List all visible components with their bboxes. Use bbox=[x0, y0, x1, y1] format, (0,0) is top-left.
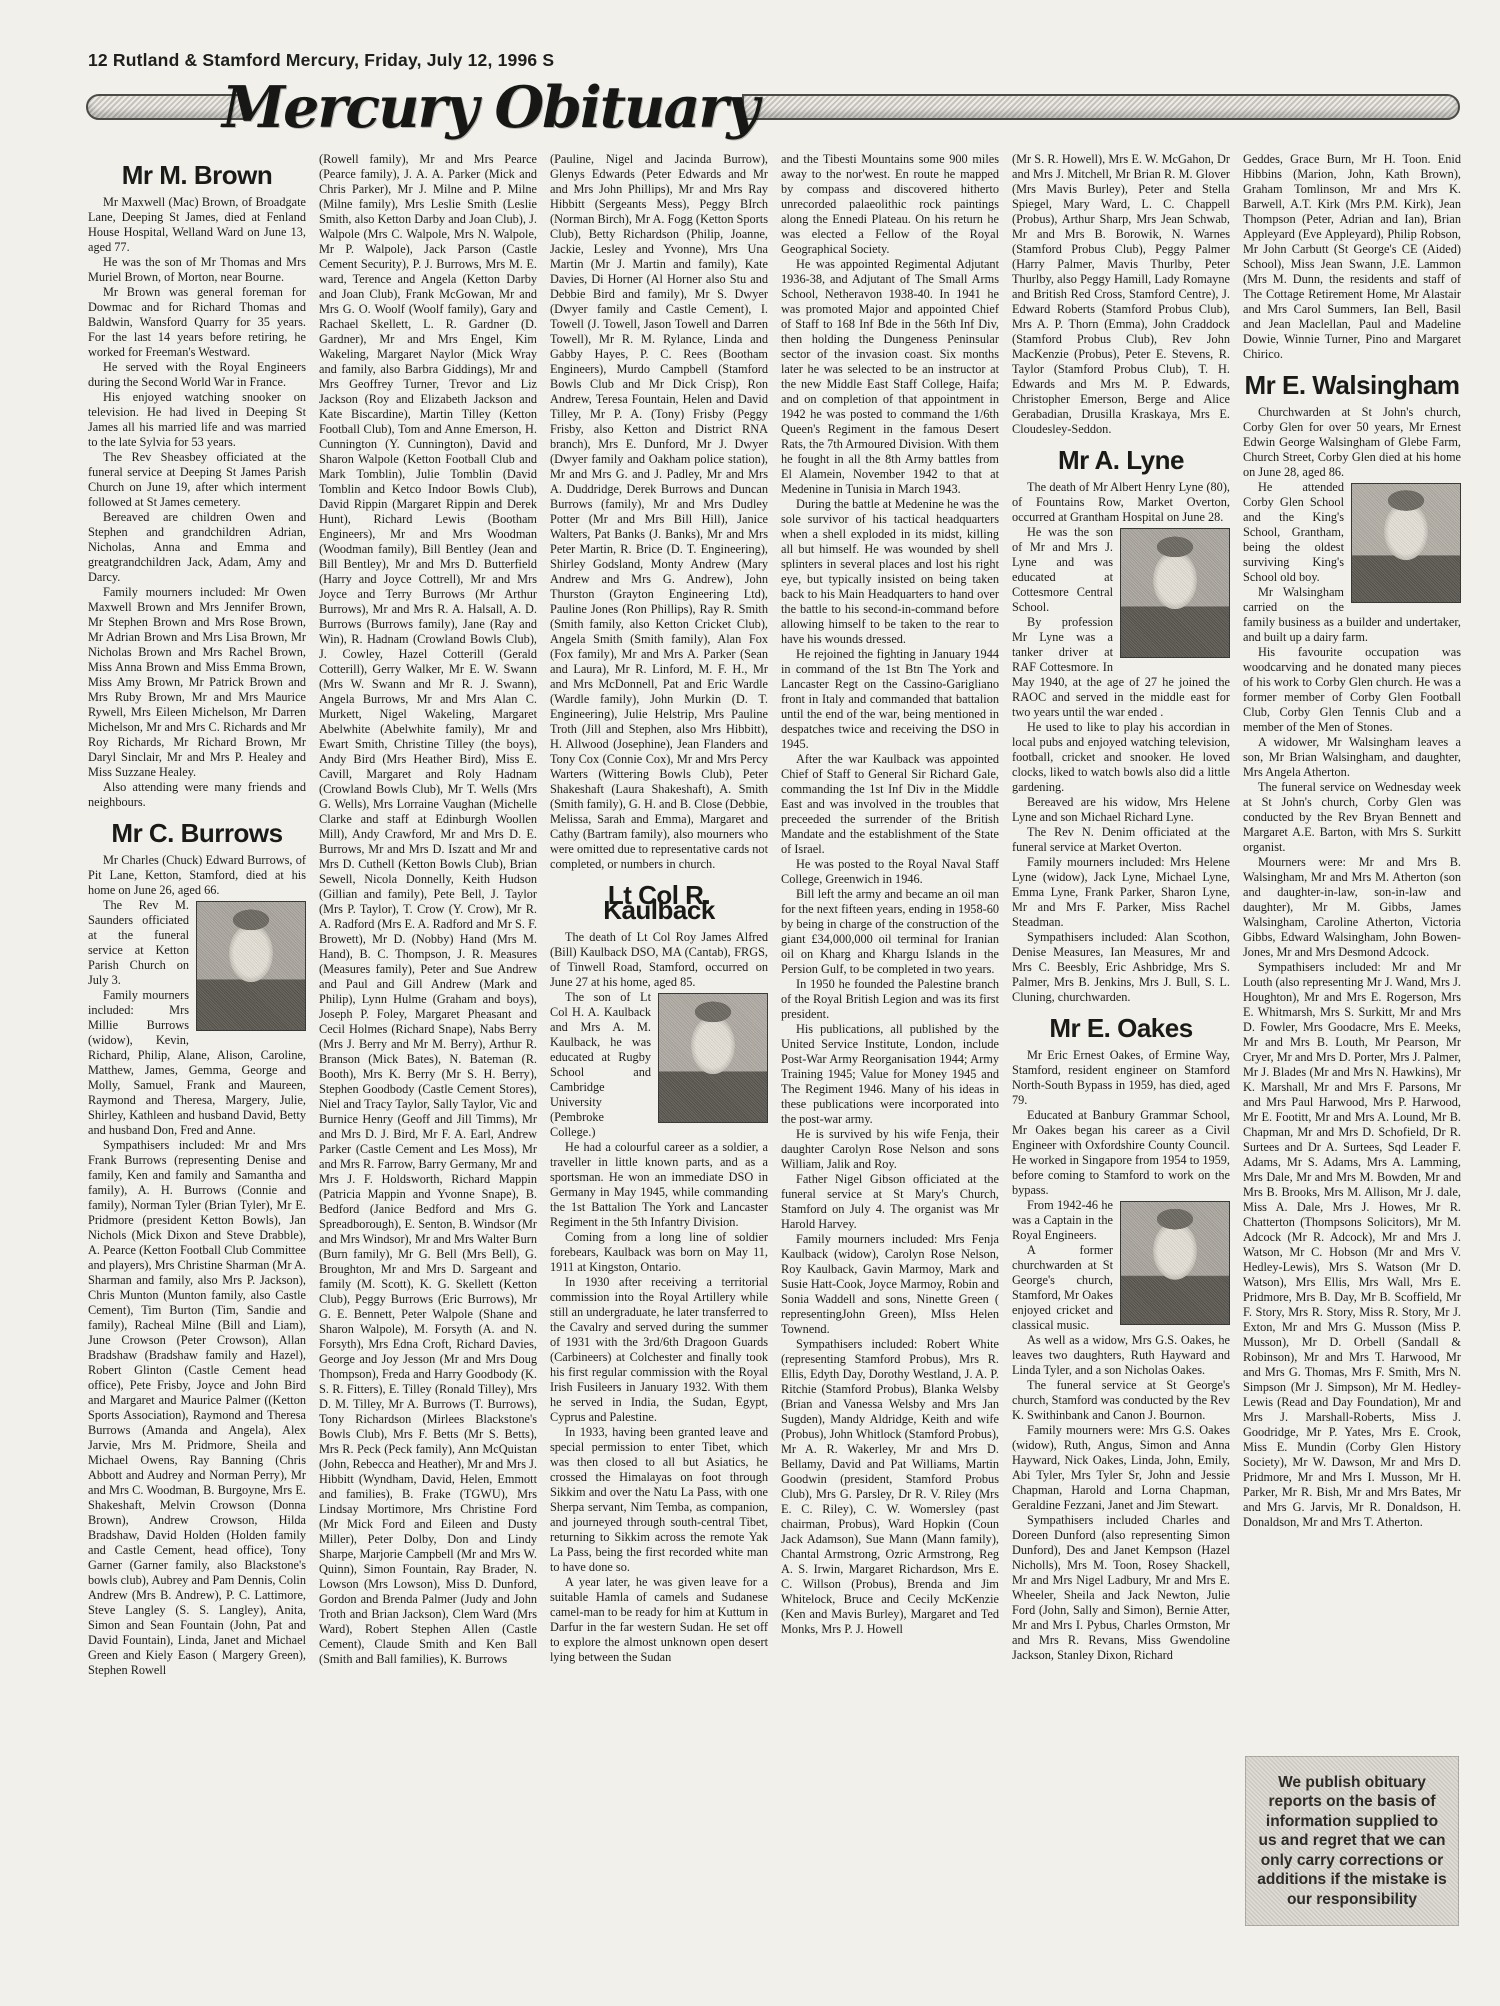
column-6 bbox=[1243, 152, 1461, 1998]
obituary-paragraph: In 1950 he founded the Palestine branch of the Royal British Legion and was its first president. bbox=[781, 977, 999, 1021]
masthead-title: Mercury Obituary bbox=[222, 73, 758, 141]
obituary-paragraph: Sympathisers included: Alan Scothon, Denise Measures, Ian Measures, Mr and Mrs C. Beesbly, Eric Ashbridge, Mrs S. Palmer, Mrs B. Jenkins, Mrs J. Bull, S. L. Cluning, churchwarden. bbox=[1012, 930, 1230, 1004]
column-2 bbox=[319, 152, 537, 1998]
obituary-paragraph: Mr Maxwell (Mac) Brown, of Broadgate Lane, Deeping St James, died at Fenland House Hospital, Welland Ward on June 13, aged 77. bbox=[88, 195, 306, 254]
heading-mr-e-oakes: Mr E. Oakes bbox=[1049, 1013, 1193, 1043]
obituary-paragraph: and the Tibesti Mountains some 900 miles away to the nor'west. En route he mapped by compass and discovered hitherto unrecorded palaeolithic rock paintings along the Ennedi Plateau. On his return he was elected a Fellow of the Royal Geographical Society. bbox=[781, 152, 999, 256]
obituary-paragraph: Geddes, Grace Burn, Mr H. Toon. Enid Hibbins (Marion, John, Kath Brown), Graham Tomlinson, Mr and Mrs K. Barwell, A.T. Kirk (Mrs P.M. Kirk), Jean Thompson (Peter, Adrian and Ian), Brian Appleyard (Eve Appleyard), Philip Robson, Mr John Carbutt (St George's CE (Aided) School), Miss Jean Swann, J.E. Lammon (Mrs M. Dunn, the residents and staff of The Cottage Retirement Home, Mr Alastair and Mrs Carol Summers, Ian Bell, Basil and Jean Maclellan, Paul and Madeline Dowie, Winnie Turner, Pino and Margaret Chirico. bbox=[1243, 152, 1461, 361]
obituary-paragraph: The Rev Sheasbey officiated at the funeral service at Deeping St James Parish Church on June 19, after which interment followed at St James cemetery. bbox=[88, 450, 306, 509]
obituary-paragraph: He attended Corby Glen School and the King's School, Grantham, being the oldest surviving King's School old boy. bbox=[1243, 480, 1461, 585]
obituary-paragraph: He had a colourful career as a soldier, a traveller in little known parts, and as a sportsman. He won an immediate DSO in Germany in May 1945, while commanding the 1st Battalion The York and Lancaster Regiment in the 5th Infantry Division. bbox=[550, 1140, 768, 1229]
obituary-paragraph: He was posted to the Royal Naval Staff College, Greenwich in 1946. bbox=[781, 857, 999, 886]
obituary-paragraph: Family mourners included: Mrs Millie Burrows (widow), Kevin, Richard, Philip, Alane, Alison, Caroline, Matthew, James, Gemma, George and Molly, Samuel, Frank and Maureen, Raymond and Theresa, Margery, Julie, Shirley, Kathleen and husband David, Betty and husband Don, Fred and Anne. bbox=[88, 988, 306, 1137]
obituary-paragraph: Educated at Banbury Grammar School, Mr Oakes began his career as a Civil Engineer with Oxfordshire County Council. He worked in Singapore from 1954 to 1959, before coming to Stamford to work on the bypass. bbox=[1012, 1108, 1230, 1197]
heading-mr-m-brown: Mr M. Brown bbox=[121, 160, 273, 190]
obituary-paragraph: Sympathisers included: Robert White (representing Stamford Probus), Mrs R. Ellis, Edyth Day, Dorothy Westland, J. A. P. Ritchie (Stamford Probus), Blanka Welsby (Brian and Vanessa Welsby and Mrs Jan Sugden), Mandy Aldridge, Keith and wife (Probus), John Whitlock (Stamford Probus), Mr A. R. Wakerley, Mr and Mrs D. Bellamy, David and Pat Williams, Martin Goodwin (president, Stamford Probus Club), Mrs G. Parsley, Dr R. V. Riley (Mrs E. C. Riley), C. W. Womersley (past chairman, Probus), Ward Hopkin (Coun Jack Adamson), Sue Mann (Mann family), Chantal Armstrong, Ozric Armstrong, Reg A. S. Irwin, Margaret Richardson, Mrs E. C. Willson (Probus), Brenda and Jim Whitelock, Bruce and Cecily McKenzie (Ken and Mavis Burley), Margaret and Ted Monks, Mrs P. J. Howell bbox=[781, 1337, 999, 1636]
heading-lt-col-r-kaulback: Lt Col R. Kaulback bbox=[603, 880, 715, 925]
obituary-paragraph: (Mr S. R. Howell), Mrs E. W. McGahon, Dr and Mrs J. Mitchell, Mr Brian R. M. Glover (Mrs Mavis Burley), Peter and Stella Spiegel, Mary Ward, L. C. Chappell (Probus), Arthur Sharp, Mrs Jean Schwab, Mr and Mrs B. Borowik, N. Warnes (Stamford Probus Club), Peggy Palmer (Harry Palmer, Mavis Thurlby, Peter Thurlby, also Peggy Hamill, Lady Romayne and British Red Cross, Stamford Centre), J. Edward Roberts (Stamford Probus Club), Mrs A. P. Thorn (Emma), John Craddock (Stamford Probus Club), Rev John MacKenzie (Probus), Peter E. Stevens, R. Taylor (Stamford Probus Club), T. H. Edwards and Mrs M. P. Edwards, Christopher Emerson, Berge and Alice Gerabadian, Drusilla Kraskaya, Mrs E. Cloudesley-Seddon. bbox=[1012, 152, 1230, 436]
obituary-paragraph: Bereaved are his widow, Mrs Helene Lyne and son Michael Richard Lyne. bbox=[1012, 795, 1230, 824]
column-4 bbox=[781, 152, 999, 1998]
heading-mr-e-walsingham: Mr E. Walsingham bbox=[1244, 370, 1460, 400]
portrait-photo-oakes bbox=[1120, 1201, 1230, 1325]
obituary-paragraph: Family mourners included: Mr Owen Maxwell Brown and Mrs Jennifer Brown, Mr Stephen Brown and Mrs Rose Brown, Mr Adrian Brown and Mrs Lisa Brown, Mr Nicholas Brown and Mrs Rachel Brown, Miss Anna Brown and Miss Emma Brown, Miss Amy Brown, Mr Patrick Brown and Mrs Ruby Brown, Mr and Mrs Maurice Rywell, Mrs Eileen Michelson, Mr Darren Michelson, Mr and Mrs C. Richards and Mr Roy Richards, Mr Richard Brown, Mr Daryl Sinclair, Mr and Mrs P. Healey and Miss Suzzane Healey. bbox=[88, 585, 306, 779]
obituary-paragraph: After the war Kaulback was appointed Chief of Staff to General Sir Richard Gale, commanding the 1st Inf Div in the Middle East and was involved in the troubles that preceeded the surrender of the British Mandate and the establishment of the State of Israel. bbox=[781, 752, 999, 856]
column-5 bbox=[1012, 152, 1230, 1998]
obituary-paragraph: A widower, Mr Walsingham leaves a son, Mr Brian Walsingham, and daughter, Mrs Angela Atherton. bbox=[1243, 735, 1461, 779]
obituary-paragraph: The Rev N. Denim officiated at the funeral service at Market Overton. bbox=[1012, 825, 1230, 854]
obituary-paragraph: The death of Lt Col Roy James Alfred (Bill) Kaulback DSO, MA (Cantab), FRGS, of Tinwell Road, Stamford, occurred on June 27 at his home, aged 85. bbox=[550, 930, 768, 989]
obituary-paragraph: He was the son of Mr Thomas and Mrs Muriel Brown, of Morton, near Bourne. bbox=[88, 255, 306, 284]
obituary-paragraph: Bereaved are children Owen and Stephen and grandchildren Adrian, Nicholas, Anna and Emma and greatgrandchildren Jack, Adam, Amy and Darcy. bbox=[88, 510, 306, 584]
obituary-paragraph: A former churchwarden at St George's church, Stamford, Mr Oakes enjoyed cricket and classical music. bbox=[1012, 1243, 1113, 1332]
obituary-paragraph: Family mourners included: Mrs Helene Lyne (widow), Jack Lyne, Michael Lyne, Emma Lyne, Frank Parker, Sharon Lyne, Mr and Mrs F. Parker, Miss Rachel Steadman. bbox=[1012, 855, 1230, 929]
obituary-paragraph: In 1930 after receiving a territorial commission into the Royal Artillery while still an undergraduate, he later transferred to the Cavalry and served during the summer of 1931 with the 3rd/6th Dragoon Guards (Carbineers) at Colchester and finally took his first regular commission with the Royal Irish Fusileers in January 1932. With them he served in India, the Sudan, Egypt, Cyprus and Palestine. bbox=[550, 1275, 768, 1424]
obituary-paragraph: His favourite occupation was woodcarving and he donated many pieces of his work to Corby Glen church. He was a former member of Corby Glen Football Club, Corby Glen Tennis Club and a member of the Men of Stones. bbox=[1243, 645, 1461, 734]
obituary-paragraph: During the battle at Medenine he was the sole survivor of his tactical headquarters when a shell exploded in its midst, killing all but himself. He was wounded by shell splinters in several places and lost his right eye, but typically insisted on being taken back to his Main Headquarters to hand over the battle to his second-in-command before allowing himself to be taken to the rear to have his wounds dressed. bbox=[781, 497, 999, 646]
obituary-paragraph: The death of Mr Albert Henry Lyne (80), of Fountains Row, Market Overton, occurred at Grantham Hospital on June 28. bbox=[1012, 480, 1230, 524]
obituary-paragraph: (Pauline, Nigel and Jacinda Burrow), Glenys Edwards (Peter Edwards and Mr and Mrs John Phillips), Mr and Mrs Ray Hibbitt (Sergeants Mess), Peggy BIrch (Norman Birch), Mr A. Fogg (Ketton Sports Club), Betty Richardson (Philip, Joanne, Jackie, Lesley and Yvonne), Mrs Una Martin (Mr J. Martin and family), Kate Davies, Di Horner (Al Horner also Stu and Debbie Bird and family), Mr S. Dwyer (Dwyer family and Castle Cement), I. Towell (J. Towell, Jason Towell and Darren Towell), Mr R. M. Rylance, Linda and Gabby Hayes, P. C. Rees (Bootham Engineers), Murdo Campbell (Stamford Bowls Club and Mr Dick Crisp), Ron Andrew, Teresa Fountain, Helen and David Tilley, Mr P. A. (Tony) Frisby (Peggy Frisby, also Ketton and District RNA branch), Mrs E. Dunford, Mr J. Dwyer (Dwyer family and Oakham police station), Mr and Mrs G. and J. Padley, Mr and Mrs A. Duddridge, Derek Burrows and Duncan Burrows (family), Mr and Mrs Dudley Potter (Mr and Mrs Bill Hill), Janice Walters, Pat Banks (J. Banks), Mr and Mrs Peter Martin, R. Brice (D. T. Engineering), Shirley Godsland, Monty Andrew (Mary Andrew and Mrs G. Andrew), John Thurston (Grayton Engineering Ltd), Pauline Jones (Ron Phillips), Ray R. Smith (Smith family, also Ketton Cricket Club), Angela Smith (Smith family), Alan Fox (Fox family), Mr and Mrs A. Parker (Sean and Laura), Mr R. Linford, M. F. H., Mr and Mrs McDonnell, Pat and Eric Wardle (Wardle family), John Murkin (D. T. Engineering), Julie Helstrip, Mrs Pauline Troth (Jill and Stephen, also Mrs Hibbitt), H. Allwood (Josephine), Jean Flanders and Tony Cox (Connie Cox), Mr and Mrs Percy Warters (Wittering Bowls Club), Peter Shakeshaft (Laura Shakeshaft), A. Smith (Smith family), G. H. and B. Close (Debbie, Melissa, Sarah and Emma), Margaret and Cathy (Bartram family), also mourners who were omitted due to representative cards not completed, or numbers in church. bbox=[550, 152, 768, 871]
obituary-paragraph: Family mourners were: Mrs G.S. Oakes (widow), Ruth, Angus, Simon and Anna Hayward, Nick Oakes, Linda, John, Emily, Abi Tyler, Mrs Tyler Sr, John and Jessie Chapman, Harold and Lorna Chapman, Geraldine Fezzani, Janet and Jim Stewart. bbox=[1012, 1423, 1230, 1512]
obituary-paragraph: Sympathisers included Charles and Doreen Dunford (also representing Simon Dunford), Des and Janet Kempson (Hazel Nicholls), Mrs M. Toon, Rosey Shackell, Mr and Mrs Nigel Ladbury, Mr and Mrs E. Wheeler, Sheila and Jack Newton, Julie Ford (John, Sally and Simon), Bernie Atter, Mr and Mrs I. Pybus, Charles Ormston, Mr and Mrs R. Revans, Miss Gwendoline Jackson, Stanley Dixon, Richard bbox=[1012, 1513, 1230, 1662]
edition-line: 12 Rutland & Stamford Mercury, Friday, July 12, 1996 S bbox=[88, 50, 555, 70]
obituary-paragraph: He served with the Royal Engineers during the Second World War in France. bbox=[88, 360, 306, 389]
obituary-columns bbox=[88, 152, 1461, 1998]
obituary-paragraph: Coming from a long line of soldier forebears, Kaulback was born on May 11, 1911 at Kingston, Ontario. bbox=[550, 1230, 768, 1274]
obituary-paragraph: The Rev M. Saunders officiated at the funeral service at Ketton Parish Church on July 3. bbox=[88, 898, 306, 988]
obituary-paragraph: Family mourners included: Mrs Fenja Kaulback (widow), Carolyn Rose Nelson, Roy Kaulback, Gavin Marmoy, Mark and Susie Hatt-Cook, Joyce Marmoy, Robin and Sonia Waddell and sons, Ninette Green ( representingJohn Green), MIss Helen Townend. bbox=[781, 1232, 999, 1336]
obituary-paragraph: Sympathisers included: Mr and Mr Louth (also representing Mr J. Wand, Mrs J. Houghton), Mr and Mrs E. Rogerson, Mrs E. Whitmarsh, Mrs S. Surkitt, Mr and Mrs D. Fowler, Mrs Goodacre, Mrs E. Meeks, Mr and Mrs B. Louth, Mr Pearson, Mr Cryer, Mr and Mrs D. Porter, Mrs J. Palmer, Mr J. Blades (Mr and Mrs N. Hawkins), Mr K. Marshall, Mr and Mrs F. Parsons, Mr and Mrs Paul Harwood, Mrs P. Harwood, Mr E. Footitt, Mr and Mrs A. Lound, Mr B. Chapman, Mr and Mrs D. Schofield, Dr R. Surtees and Dr A. Surtees, Sqd Leader F. Adams, Mr S. Adams, Mrs A. Lamming, Mrs Dale, Mr and Mrs M. Bowden, Mr and Mrs B. Brooks, Mrs M. Allison, Mr J. dale, Miss A. Dale, Mrs J. Howes, Mr R. Chatterton (Thompsons Solicitors), Mr M. Adcock (Mr R. Adcock), Mr and Mrs J. Watson, Mr C. Hobson (Mr and Mrs V. Hedley-Lewis), Mrs S. Watson (Mr D. Watson), Mrs Ellis, Mrs Wall, Mrs E. Pridmore, Mrs B. Day, Mr B. Scoffield, Mr F. Story, Mrs R. Story, Miss R. Story, Mr J. Exton, Mr and Mrs G. Musson (Miss P. Musson), Mr D. Orbell (Sandall & Robinson), Mr and Mrs T. Harwood, Mr and Mrs G. Thomas, Mrs F. Smith, Mrs N. Simpson (Mr J. Simpson), Mr M. Hedley-Lewis (Read and Day Foundation), Mr and Mrs J. Marshall-Roberts, Miss J. Goodridge, Mr P. Yates, Mrs E. Crook, Miss E. Mundin (Corby Glen History Society), Mr W. Dawson, Mr and Mrs D. Pridmore, Mr and Mrs I. Musson, Mr H. Parker, Mr R. Bish, Mr and Mrs Bates, Mr and Mrs G. Jarvis, Mr R. Donaldson, H. Donaldson, Mr and Mrs T. Atherton. bbox=[1243, 960, 1461, 1529]
obituary-paragraph: The funeral service on Wednesday week at St John's church, Corby Glen was conducted by the Rev Bryan Bennett and Margaret A.E. Barton, with Mrs S. Surkitt organist. bbox=[1243, 780, 1461, 854]
heading-mr-a-lyne: Mr A. Lyne bbox=[1058, 445, 1184, 475]
obituary-paragraph: Mourners were: Mr and Mrs B. Walsingham, Mr and Mrs M. Atherton (son and daughter-in-law, son-in-law and daughter), Mr M. Gibbs, James Walsingham, Caroline Atherton, Victoria Gibbs, Edward Walsingham, John Bowen-Jones, Mr and Mrs Desmond Adcock. bbox=[1243, 855, 1461, 959]
masthead-ribbon-right-icon bbox=[742, 94, 1460, 120]
obituary-policy-notice bbox=[1245, 1756, 1459, 1926]
obituary-paragraph: Mr Brown was general foreman for Dowmac and for Richard Thomas and Baldwin, Wansford Quarry for 35 years. For the last 14 years before retiring, he worked for Freeman's Westward. bbox=[88, 285, 306, 359]
obituary-paragraph: In 1933, having been granted leave and special permission to enter Tibet, which was then closed to all but Asiatics, he crossed the Himalayas on foot through Sikkim and over the Natu La Pass, with one Sherpa servant, Nim Temba, as companion, and journeyed through south-central Tibet, returning to Sikkim across the remote Yak La Pass, being the first recorded white man to have done so. bbox=[550, 1425, 768, 1574]
obituary-paragraph: Sympathisers included: Mr and Mrs Frank Burrows (representing Denise and family, Ken and family and Samantha and family), A. H. Burrows (Connie and family), Norman Tyler (Brian Tyler), Mr E. Pridmore (president Ketton Bowls), Jan Nichols (Mick Dixon and Steve Drabble), A. Pearce (Ketton Football Club Committee and players), Mrs Christine Sharman (Mr A. Sharman and family, also Mrs P. Jackson), Chris Munton (Munton family, also Castle Cement), Tim Burton (Tim, Sandie and family), Racheal Milne (Bill and Liam), June Crowson (Peter Crowson), Allan Bradshaw (Bradshaw family and Hazel), Robert Glinton (Castle Cement head office), Pete Frisby, Joyce and John Bird and Margaret and Maurice Palmer ((Ketton Sports Association), Raymond and Theresa Burrows (Amanda and Angela), Alex Jarvie, Mrs M. Pridmore, Sheila and Michael Owens, Ray Banning (Chris Abbott and Audrey and Norman Perry), Mr and Mrs C. Woodman, B. Burgoyne, Mrs E. Shakeshaft, Melvin Crowson (Donna Brown), Andrew Crowson, Hilda Bradshaw, David Holden (Holden family and Castle Cement, head office), Tony Garner (Garner family, also Blackstone's bowls club), Aubrey and Pam Dennis, Colin Andrew (Mrs B. Andrew), P. C. Lattimore, Steve Langley (S. S. Langley), Anita, Simon and Sean Fountain (John, Pat and David Fountain), Linda, Janet and Michael Green and Kiely Eason ( Margery Green), Stephen Rowell bbox=[88, 1138, 306, 1677]
obituary-paragraph: Mr Charles (Chuck) Edward Burrows, of Pit Lane, Ketton, Stamford, died at his home on June 26, aged 66. bbox=[88, 853, 306, 897]
obituary-paragraph: As well as a widow, Mrs G.S. Oakes, he leaves two daughters, Ruth Hayward and Linda Tyler, and a son Nicholas Oakes. bbox=[1012, 1333, 1230, 1377]
masthead bbox=[86, 73, 1460, 141]
column-3 bbox=[550, 152, 768, 1998]
obituary-paragraph: He is survived by his wife Fenja, their daughter Carolyn Rose Nelson and sons William, Jalik and Roy. bbox=[781, 1127, 999, 1171]
obituary-paragraph: The son of Lt Col H. A. Kaulback and Mrs A. M. Kaulback, he was educated at Rugby School and Cambridge University (Pembroke College.) bbox=[550, 990, 768, 1140]
obituary-paragraph: Mr Eric Ernest Oakes, of Ermine Way, Stamford, resident engineer on Stamford North-South Bypass in 1959, has died, aged 79. bbox=[1012, 1048, 1230, 1107]
obituary-paragraph: Father Nigel Gibson officiated at the funeral service at St Mary's Church, Stamford on July 4. The organist was Mr Harold Harvey. bbox=[781, 1172, 999, 1231]
obituary-paragraph: His enjoyed watching snooker on television. He had lived in Deeping St James all his married life and was married to the late Sylvia for 53 years. bbox=[88, 390, 306, 449]
portrait-photo-kaulback bbox=[658, 993, 768, 1123]
obituary-paragraph: Bill left the army and became an oil man for the next fifteen years, ending in 1958-60 by being in charge of the construction of the giant £34,000,000 oil terminal for Iranian oil on Kharg and Khargu Islands in the Persion Gulf, to be completed in two years. bbox=[781, 887, 999, 976]
obituary-paragraph: By profession Mr Lyne was a tanker driver at RAF Cottesmore. In May 1940, at the age of 27 he joined the RAOC and served in the middle east for two years until the war ended . bbox=[1012, 615, 1230, 719]
obituary-paragraph: A year later, he was given leave for a suitable Hamla of camels and Sudanese camel-man to be ready for him at Kuttum in Darfur in the far western Sudan. He set off to explore the almost unknown open desert lying between the Sudan bbox=[550, 1575, 768, 1664]
portrait-photo-walsingham bbox=[1351, 483, 1461, 603]
obituary-paragraph: He was the son of Mr and Mrs J. Lyne and was educated at Cottesmore Central School. bbox=[1012, 525, 1230, 615]
obituary-paragraph: Also attending were many friends and neighbours. bbox=[88, 780, 306, 809]
portrait-photo-burrows bbox=[196, 901, 306, 1031]
portrait-photo-lyne bbox=[1120, 528, 1230, 658]
obituary-paragraph: He used to like to play his accordian in local pubs and enjoyed watching television, football, cricket and snooker. He loved clocks, liked to watch bowls also did a little gardening. bbox=[1012, 720, 1230, 794]
obituary-paragraph: Churchwarden at St John's church, Corby Glen for over 50 years, Mr Ernest Edwin George Walsingham of Glebe Farm, Church Street, Corby Glen died at his home on June 28, aged 86. bbox=[1243, 405, 1461, 479]
obituary-policy-text: We publish obituary reports on the basis of information supplied to us and regret that we can only carry corrections or additions if the mistake is our responsibility bbox=[1257, 1773, 1447, 1908]
obituary-paragraph: He was appointed Regimental Adjutant 1936-38, and Adjutant of The Small Arms School, Netheravon 1938-40. In 1941 he was promoted Major and appointed Chief of Staff to 168 Inf Bde in the 56th Inf Div, then holding the Dungeness Peninsular sector of the invasion coast. Six months later he was selected to be an instructor at the new Middle East Staff College, Haifa; and on completion of that appointment in 1942 he was posted to command the 1/6th Queen's Regiment in the famous Desert Rats, the 7th Armoured Division. With them he fought in all the 8th Army battles from El Alamein, November 1942 to that at Medenine in Tunisia in March 1943. bbox=[781, 257, 999, 496]
obituary-paragraph: (Rowell family), Mr and Mrs Pearce (Pearce family), J. A. A. Parker (Mick and Chris Parker), Mr J. Milne and P. Milne (Milne family), Mrs Leslie Smith (Leslie Smith, also Ketton Darby and Joan Club), J. Walpole (Mrs C. Walpole, Mrs N. Walpole, Mr P. Walpole), Jack Parson (Castle Cement Security), P. J. Burrows, Mrs M. E. ward, Terence and Angela (Ketton Darby and Joan Club), Frank McGowan, Mr and Mrs G. O. Woolf (Woolf family), Gary and Rachael Skellett, L. R. Gardner (D. Gardner), Mr and Mrs Engel, Kim Wakeling, Margaret Naylor (Mick Wray and family, also Barbra Giddings), Mr and Mrs Geoffrey Turner, Trevor and Liz Jackson (Roy and Elizabeth Jackson and Kate Biscardine), Martin Tilley (Ketton Football Club), Tom and Anne Emerson, H. Cunnington (Y. Cunnington), David and Sharon Walpole (Ketton Football Club and Mark Tomblin), Julie Tomblin (David Tomblin and Ketco Indoor Bowls Club), David Rippin (Margaret Rippin and Derek Hunt), Richard Lewis (Bootham Engineers), Mr and Mrs Woodman (Woodman family), Bill Bentley (Jean and Bill Bentley), Mr and Mrs D. Butterfield (Harry and Joyce Cottrell), Mr and Mrs Joyce and Terry Burrows (Mr Arthur Burrows), Mr and Mrs R. A. Halsall, A. D. Burrows (Burrows family), Jane (Ray and Win), R. Hadnam (Crowland Bowls Club), J. Cowley, Hazel Cotterill (Gerald Cotterill), Gerry Walker, Mr E. W. Swann (Mrs W. Swann and Mr R. J. Swann), Angela Burrows, Mr and Mrs Alan C. Murkett, Nigel Wakeling, Margaret Abelwhite (Abelwhite family), Mr and Ewart Smith, Christine Tilley (the boys), Andy Bird (Mrs Heather Bird), Miss E. Cavill, Margaret and Roly Hadnam (Crowland Bowls Club), Mr T. Wells (Mrs G. Wells), Mrs Lorraine Vaughan (Michelle Clarke and staff at Edinburgh Woollen Mill), Andy Crawford, Mr and Mrs D. E. Burrows, Mr and Mrs D. Iszatt and Mr and Mrs D. Cuthell (Ketton Bowls Club), Brian Sewell, Nicola Donnelly, Keith Hudson (Gillian and family), Pete Bell, J. Taylor (Mrs P. Taylor), T. Crow (Y. Crow), Mr R. A. Radford (Mrs E. A. Radford and Mr S. F. Browett), Mr D. (Nobby) Hand (Mrs M. Hand), B. C. Thompson, J. R. Measures (Measures family), Peter and Sue Andrew and Paul and Gill Andrew (Mark and Philip), Lynn Hulme (Graham and boys), Joseph P. Foley, Margaret Pheasant and Cecil Holmes (Richard Snape), Nabs Berry (Mrs J. Berry and Mr M. Berry), Arthur R. Branson (Mick Bates), N. Bateman (R. Booth), Mrs K. Berry (Mr S. H. Berry), Stephen Goodbody (Castle Cement Stores), Niel and Tracy Taylor, Sally Taylor, Vic and Burnice Henry (Geoff and Jill Timms), Mr and Mrs D. J. Bird, Mr F. A. Earl, Andrew Parker (Castle Cement and Les Moss), Mr and Mrs R. Farrow, Barry Germany, Mr and Mrs J. F. Holdsworth, Richard Mappin (Patricia Mappin and Yvonne Snape), B. Bedford (Janice Bedford and Mrs G. Spreadborough), E. Senton, B. Windsor (Mr and Mrs Windsor), Mr and Mrs Walter Burn (Burn family), Mr G. Bell (Mrs Bell), G. Broughton, Mr and Mrs D. Sargeant and family (M. Scott), K. G. Skellett (Ketton Club), Peggy Burrows (Eric Burrows), Mr G. E. Bennett, Peter Walpole (Shane and Sharon Walpole), M. Forsyth (A. and N. Forsyth), Mrs Edna Croft, Richard Davies, George and Joy Jesson (Mr and Mrs Doug Thompson), Freda and Harry Goodbody (K. S. R. Fitters), E. Tilley (Ronald Tilley), Mrs D. M. Tilley, Mr A. Burrows (T. Burrows), Tony Richardson (Mirlees Blackstone's Bowls Club), Mrs F. Betts (Mr S. Betts), Mrs R. Peck (Peck family), Ann McQuistan (John, Rebecca and Heather), Mr and Mrs J. Hibbitt (Wyndham, David, Helen, Emmott and families), B. Frake (TGWU), Mrs Lindsay Mortimore, Mrs Christine Ford (Mr Mick Ford and Eileen and Dusty Miller), Peter Dolby, Don and Lindy Sharpe, Marjorie Campbell (Mr and Mrs W. Quinn), Simon Fountain, Ray Brader, N. Lowson (Mrs Lowson), Miss D. Dunford, Gordon and Brenda Palmer (Judy and John Troth and Brian Jackson), Clem Ward (Mrs Ward), Robert Stephen Allen (Castle Cement), Claude Smith and Ken Ball (Smith and Ball families), K. Burrows bbox=[319, 152, 537, 1666]
obituary-paragraph: His publications, all published by the United Service Institute, London, include Post-War Army Reorganisation 1944; Army Training 1945; Value for Money 1945 and The Regiment 1946. Many of his ideas in these publications were incorporated into the post-war army. bbox=[781, 1022, 999, 1126]
obituary-paragraph: He rejoined the fighting in January 1944 in command of the 1st Btn The York and Lancaster Regt on the Cassino-Garigliano front in Italy and commanded that battalion until the end of the war, being mentioned in despatches twice and receiving the DSO in 1945. bbox=[781, 647, 999, 751]
obituary-paragraph: The funeral service at St George's church, Stamford was conducted by the Rev K. Swithinbank and Canon J. Bournon. bbox=[1012, 1378, 1230, 1422]
column-1 bbox=[88, 152, 306, 1998]
heading-mr-c-burrows: Mr C. Burrows bbox=[111, 818, 283, 848]
obituary-paragraph: Mr Walsingham carried on the family business as a builder and undertaker, and built up a dairy farm. bbox=[1243, 585, 1461, 644]
obituary-paragraph: From 1942-46 he was a Captain in the Royal Engineers. bbox=[1012, 1198, 1230, 1243]
